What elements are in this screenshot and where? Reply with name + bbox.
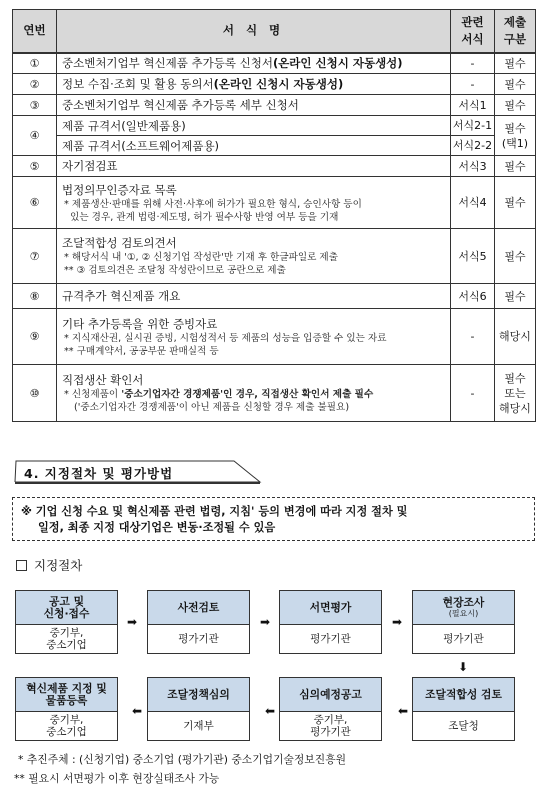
flow-step-body: 기재부 (183, 720, 214, 732)
arrow-left-icon: ⬅ (264, 704, 276, 718)
arrow-right-icon: ➡ (391, 615, 403, 629)
row-form: - (451, 53, 495, 74)
row-title: 중소벤처기업부 혁신제품 추가등록 신청서(온라인 신청시 자동생성) (57, 53, 451, 74)
flow-step-document-review (279, 590, 382, 654)
row-required: 필수 (495, 284, 536, 309)
row-form: 서식3 (451, 156, 495, 177)
flow-step-head: 서면평가 (280, 591, 381, 625)
table-row (13, 116, 536, 136)
row-number: ⑧ (13, 284, 57, 309)
flow-step-head: 사전검토 (148, 591, 249, 625)
row-number: ① (13, 53, 57, 74)
table-row (13, 365, 536, 422)
flow-step-head: 현장조사 (필요시) (413, 591, 514, 625)
row-form: - (451, 309, 495, 365)
flow-step-head: 공고 및 신청·접수 (16, 591, 117, 625)
row-form: 서식4 (451, 177, 495, 229)
submission-documents-table (12, 9, 536, 422)
row-required: 필수 (495, 74, 536, 95)
arrow-left-icon: ⬅ (397, 704, 409, 718)
flow-step-body: 평가기관 (178, 633, 219, 645)
row-title: 규격추가 혁신제품 개요 (57, 284, 451, 309)
row-note: ('중소기업자간 경쟁제품'이 아닌 제품을 신청할 경우 제출 불필요) (74, 402, 350, 413)
arrow-left-icon: ⬅ (131, 704, 143, 718)
header-no: 연번 (13, 10, 57, 53)
table-row (13, 309, 536, 365)
table-row (13, 74, 536, 95)
flow-step-body: 중기부, 평가기관 (310, 714, 351, 738)
flow-step-head: 조달적합성 검토 (413, 678, 514, 712)
row-number: ⑨ (13, 309, 57, 365)
arrow-down-icon: ⬇ (457, 660, 469, 674)
flow-step-procurement-fit (412, 677, 515, 741)
row-note: ** 구매계약서, 공공부문 판매실적 등 (64, 345, 219, 357)
row-required: 필수 (495, 95, 536, 116)
flow-step-body: 평가기관 (310, 633, 351, 645)
row-number: ③ (13, 95, 57, 116)
table-header-row (13, 10, 536, 53)
notice-box (12, 497, 535, 541)
row-required: 필수 (495, 177, 536, 229)
row-required: 필수 (495, 229, 536, 284)
table-row (13, 136, 536, 156)
row-title: 기타 추가등록을 위한 증빙자료 * 지식재산권, 실시권 증빙, 시험성적서 등 제품의 성능을 입증할 수 있는 자료 ** 구매계약서, 공공부문 판매실적 등 (57, 309, 451, 365)
row-form: 서식2-1 (451, 116, 495, 136)
table-row (13, 53, 536, 74)
flow-step-body: 중기부, 중소기업 (46, 627, 87, 651)
subsection-header (16, 556, 82, 574)
row-note: * 지식재산권, 실시권 증빙, 시험성적서 등 제품의 성능을 입증할 수 있는 자료 (64, 332, 387, 344)
notice-line-2: 일정, 최종 지정 대상기업은 변동·조정될 수 있음 (38, 521, 276, 534)
row-note: * 신청제품이 '중소기업자간 경쟁제품'인 경우, 직접생산 확인서 제출 필수 (64, 389, 374, 400)
flow-step-review-notice (279, 677, 382, 741)
flow-step-site-inspection (412, 590, 515, 654)
row-form: 서식5 (451, 229, 495, 284)
row-form: 서식2-2 (451, 136, 495, 156)
row-number: ⑥ (13, 177, 57, 229)
header-required: 제출 구분 (495, 10, 536, 53)
header-title: 서 식 명 (57, 10, 451, 53)
table-row (13, 177, 536, 229)
row-form: 서식6 (451, 284, 495, 309)
row-title: 제품 규격서(소프트웨어제품용) (57, 136, 451, 156)
row-title: 직접생산 확인서 * 신청제품이 '중소기업자간 경쟁제품'인 경우, 직접생산 확인서 제출 필수 ('중소기업자간 경쟁제품'이 아닌 제품을 신청할 경우 제출 불필요) (57, 365, 451, 422)
row-required: 필수 (택1) (495, 116, 536, 156)
row-title: 법정의무인증자료 목록 * 제품생산·판매를 위해 사전·사후에 허가가 필요한 형식, 승인사항 등이 있는 경우, 관계 법령·제도명, 허가 필수사항 반영 여부 등을 기재 (57, 177, 451, 229)
row-form: - (451, 365, 495, 422)
section-4-header (14, 460, 274, 484)
table-row (13, 156, 536, 177)
arrow-right-icon: ➡ (259, 615, 271, 629)
row-title: 정보 수집·조회 및 활용 동의서(온라인 신청시 자동생성) (57, 74, 451, 95)
row-number: ④ (13, 116, 57, 156)
row-required: 필수 또는 해당시 (495, 365, 536, 422)
row-number: ⑤ (13, 156, 57, 177)
section-title: 4. 지정절차 및 평가방법 (24, 466, 174, 481)
row-form: - (451, 74, 495, 95)
flow-step-body: 평가기관 (443, 633, 484, 645)
footnote-1: * 추진주체 : (신청기업) 중소기업 (평가기관) 중소기업기술정보진흥원 (18, 753, 347, 766)
row-required: 필수 (495, 156, 536, 177)
row-number: ② (13, 74, 57, 95)
flow-step-head-note: (필요시) (448, 608, 479, 618)
flow-step-head: 심의예정공고 (280, 678, 381, 712)
row-required: 해당시 (495, 309, 536, 365)
row-title: 중소벤처기업부 혁신제품 추가등록 세부 신청서 (57, 95, 451, 116)
flow-step-pre-review (147, 590, 250, 654)
flow-step-body: 중기부, 중소기업 (46, 714, 87, 738)
flow-step-head: 조달정책심의 (148, 678, 249, 712)
flow-step-procurement-policy (147, 677, 250, 741)
row-number: ⑩ (13, 365, 57, 422)
flow-step-announce (15, 590, 118, 654)
row-title: 제품 규격서(일반제품용) (57, 116, 451, 136)
flow-step-head: 혁신제품 지정 및 물품등록 (16, 678, 117, 712)
row-number: ⑦ (13, 229, 57, 284)
row-note: * 제품생산·판매를 위해 사전·사후에 허가가 필요한 형식, 승인사항 등이 있는 경우, 관계 법령·제도명, 허가 필수사항 반영 여부 등을 기재 (64, 198, 362, 223)
table-row (13, 284, 536, 309)
row-title: 조달적합성 검토의견서 * 해당서식 내 '①, ② 신청기업 작성란'만 기재 후 한글파일로 제출 ** ③ 검토의견은 조달청 작성란이므로 공란으로 제출 (57, 229, 451, 284)
square-bullet-icon (16, 560, 27, 571)
arrow-right-icon: ➡ (126, 615, 138, 629)
table-row (13, 95, 536, 116)
footnote-2: ** 필요시 서면평가 이후 현장실태조사 가능 (14, 772, 220, 785)
header-form: 관련 서식 (451, 10, 495, 53)
row-note: ** ③ 검토의견은 조달청 작성란이므로 공란으로 제출 (64, 265, 286, 276)
row-title: 자기점검표 (57, 156, 451, 177)
flow-step-body: 조달청 (448, 720, 479, 732)
row-required: 필수 (495, 53, 536, 74)
row-form: 서식1 (451, 95, 495, 116)
row-note: * 해당서식 내 '①, ② 신청기업 작성란'만 기재 후 한글파일로 제출 (64, 252, 338, 263)
flow-step-designation (15, 677, 118, 741)
subsection-title: 지정절차 (34, 558, 83, 573)
table-row (13, 229, 536, 284)
notice-line-1: ※ 기업 신청 수요 및 혁신제품 관련 법령, 지침' 등의 변경에 따라 지정 절차 및 (21, 505, 408, 518)
